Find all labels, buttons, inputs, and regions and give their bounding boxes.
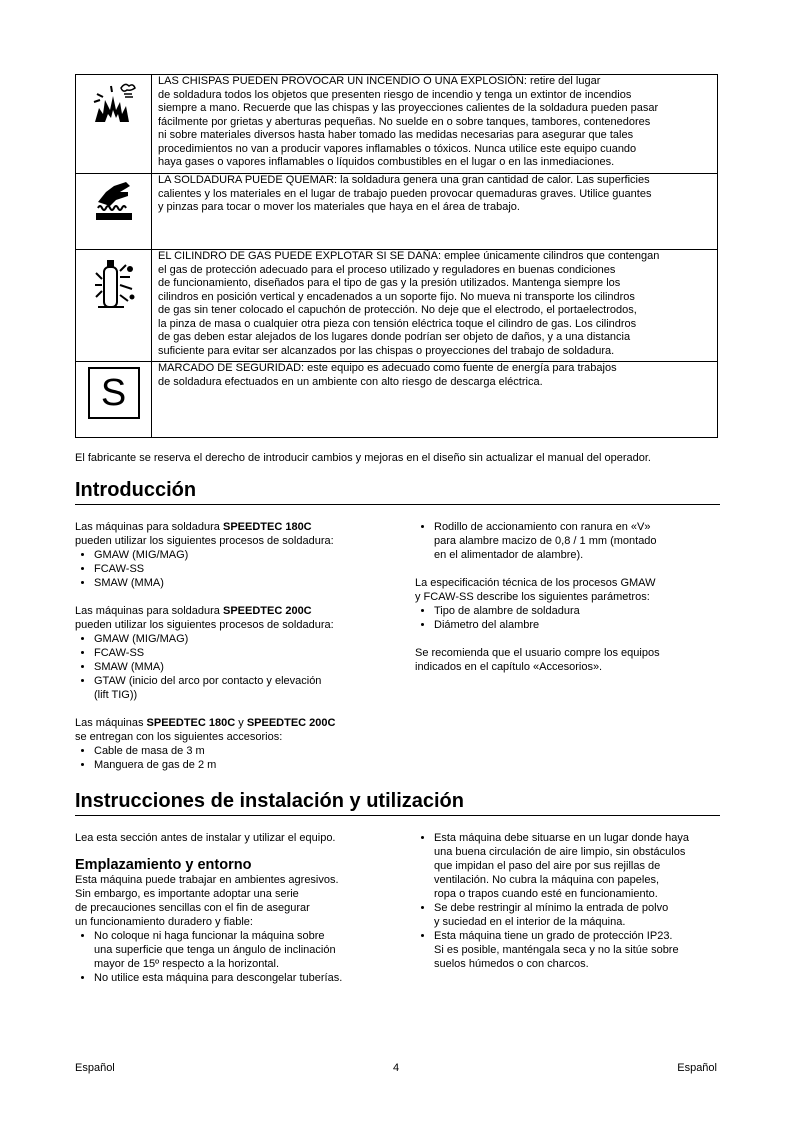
page-number: 4 bbox=[393, 1062, 400, 1074]
s-safety-mark-icon: S bbox=[88, 367, 140, 419]
intro-paragraph: Las máquinas para soldadura SPEEDTEC 180C bbox=[75, 521, 312, 533]
icon-cell bbox=[76, 75, 152, 174]
install-paragraph-line: Esta máquina puede trabajar en ambientes agresivos. bbox=[75, 874, 339, 886]
parameter-list bbox=[415, 604, 720, 632]
install-paragraph-line: de precauciones sencillas con el fin de asegurar bbox=[75, 902, 310, 914]
intro-divider bbox=[75, 504, 720, 505]
list-item: • FCAW-SS bbox=[94, 646, 395, 660]
subsection-title: Emplazamiento y entorno bbox=[75, 857, 252, 873]
list-item: • GTAW (inicio del arco por contacto y elevación (lift TIG)) bbox=[94, 674, 395, 702]
warning-row-gas-cylinder bbox=[76, 250, 718, 362]
intro-paragraph-line: La especificación técnica de los procesos GMAW bbox=[415, 577, 656, 589]
intro-right-column bbox=[415, 520, 720, 674]
warning-row-burn bbox=[76, 174, 718, 250]
intro-heading: Introducción bbox=[75, 479, 197, 501]
intro-paragraph-line: y FCAW-SS describe los siguientes parámetros: bbox=[415, 591, 650, 603]
manufacturer-note: El fabricante se reserva el derecho de introducir cambios y mejoras en el diseño sin actualizar el manual del operador. bbox=[75, 452, 651, 464]
list-item: • SMAW (MMA) bbox=[94, 576, 395, 590]
install-paragraph-line: Sin embargo, es importante adoptar una serie bbox=[75, 888, 299, 900]
list-item: • GMAW (MIG/MAG) bbox=[94, 632, 395, 646]
list-item: • Diámetro del alambre bbox=[434, 618, 720, 632]
list-item: • Se debe restringir al mínimo la entrada de polvo y suciedad en el interior de la máquina. bbox=[434, 901, 720, 929]
hot-surface-burn-icon bbox=[92, 178, 136, 222]
footer-language-right: Español bbox=[677, 1062, 717, 1074]
icon-cell bbox=[76, 174, 152, 250]
intro-paragraph-line: pueden utilizar los siguientes procesos de soldadura: bbox=[75, 619, 334, 631]
intro-left-column bbox=[75, 520, 395, 772]
fire-explosion-icon bbox=[91, 80, 137, 124]
list-item: • Esta máquina debe situarse en un lugar donde haya una buena circulación de aire limpio, sin obstáculos que impidan el paso del aire por sus rejillas de ventilación. No cubra la máquina con papeles, ropa o trapos cuando esté en funcionamiento. bbox=[434, 831, 720, 901]
intro-paragraph: Las máquinas SPEEDTEC 180C y SPEEDTEC 200C bbox=[75, 717, 336, 729]
icon-cell bbox=[76, 250, 152, 362]
install-heading: Instrucciones de instalación y utilización bbox=[75, 790, 464, 812]
list-item: • Manguera de gas de 2 m bbox=[94, 758, 395, 772]
list-item: • GMAW (MIG/MAG) bbox=[94, 548, 395, 562]
list-item: • Tipo de alambre de soldadura bbox=[434, 604, 720, 618]
list-item: • SMAW (MMA) bbox=[94, 660, 395, 674]
gas-cylinder-explosion-icon bbox=[92, 255, 136, 313]
install-right-column bbox=[415, 831, 720, 971]
process-list-180c bbox=[75, 548, 395, 590]
accessory-list bbox=[75, 744, 395, 772]
intro-paragraph-line: indicados en el capítulo «Accesorios». bbox=[415, 661, 603, 673]
warning-text-burn: LA SOLDADURA PUEDE QUEMAR: la soldadura genera una gran cantidad de calor. Las superficies calientes y los materiales en el lugar de trabajo pueden provocar quemaduras graves. Utilice guantes y pinzas para tocar o mover los materiales que haya en el área de trabajo. bbox=[152, 174, 718, 250]
warning-row-fire bbox=[76, 75, 718, 174]
install-divider bbox=[75, 815, 720, 816]
drive-roll-list bbox=[415, 520, 720, 562]
list-item: • FCAW-SS bbox=[94, 562, 395, 576]
intro-paragraph-line: se entregan con los siguientes accesorios: bbox=[75, 731, 283, 743]
install-paragraph: Lea esta sección antes de instalar y utilizar el equipo. bbox=[75, 832, 336, 844]
list-item: • Esta máquina tiene un grado de protección IP23. Si es posible, manténgala seca y no la sitúe sobre suelos húmedos o con charcos. bbox=[434, 929, 720, 971]
intro-paragraph-line: pueden utilizar los siguientes procesos de soldadura: bbox=[75, 535, 334, 547]
install-left-column bbox=[75, 831, 395, 985]
list-item: • Rodillo de accionamiento con ranura en «V» para alambre macizo de 0,8 / 1 mm (montado en el alimentador de alambre). bbox=[434, 520, 720, 562]
footer-language-left: Español bbox=[75, 1062, 115, 1074]
list-item: • No utilice esta máquina para descongelar tuberías. bbox=[94, 971, 395, 985]
list-item: • Cable de masa de 3 m bbox=[94, 744, 395, 758]
icon-cell bbox=[76, 362, 152, 438]
install-paragraph-line: un funcionamiento duradero y fiable: bbox=[75, 916, 253, 928]
list-item: • No coloque ni haga funcionar la máquina sobre una superficie que tenga un ángulo de inclinación mayor de 15º respecto a la horizontal. bbox=[94, 929, 395, 971]
warning-row-safety-mark bbox=[76, 362, 718, 438]
warning-text-safety-mark: MARCADO DE SEGURIDAD: este equipo es adecuado como fuente de energía para trabajos de soldadura efectuados en un ambiente con alto riesgo de descarga eléctrica. bbox=[152, 362, 718, 438]
safety-warning-table bbox=[75, 74, 718, 438]
intro-paragraph-line: Se recomienda que el usuario compre los equipos bbox=[415, 647, 660, 659]
intro-paragraph: Las máquinas para soldadura SPEEDTEC 200C bbox=[75, 605, 312, 617]
precaution-list bbox=[75, 929, 395, 985]
warning-text-fire: LAS CHISPAS PUEDEN PROVOCAR UN INCENDIO O UNA EXPLOSIÓN: retire del lugar de soldadura todos los objetos que presenten riesgo de incendio y tenga un extintor de incendios siempre a mano. Recuerde que las chispas y las proyecciones calientes de la soldadura pueden pasar fácilmente por grietas y aberturas pequeñas. No suelde en o sobre tanques, tambores, contenedores ni sobre materiales diversos hasta haber tomado las medidas necesarias para asegurar que tales procedimientos no van a producir vapores inflamables o tóxicos. Nunca utilice este equipo cuando haya gases o vapores inflamables o líquidos combustibles en el lugar o en las inmediaciones. bbox=[152, 75, 718, 174]
environment-list bbox=[415, 831, 720, 971]
warning-text-gas-cylinder: EL CILINDRO DE GAS PUEDE EXPLOTAR SI SE DAÑA: emplee únicamente cilindros que contengan el gas de protección adecuado para el proceso utilizado y reguladores en buenas condiciones de funcionamiento, diseñados para el tipo de gas y la presión utilizados. Mantenga siempre los cilindros en posición vertical y encadenados a un soporte fijo. No mueva ni transporte los cilindros de gas sin tener colocado el capuchón de protección. No deje que el electrodo, el portaelectrodos, la pinza de masa o cualquier otra pieza con tensión eléctrica toque el cilindro de gas. Los cilindros de gas deben estar alejados de los lugares donde podrían ser objeto de daños, y a una distancia suficiente para evitar ser alcanzados por las chispas o proyecciones del trabajo de soldadura. bbox=[152, 250, 718, 362]
process-list-200c bbox=[75, 632, 395, 702]
